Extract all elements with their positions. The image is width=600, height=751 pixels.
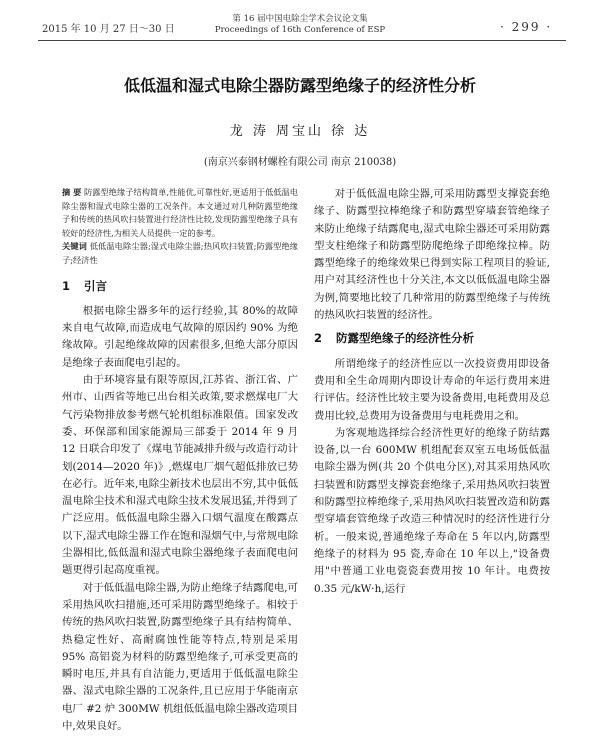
paragraph: 为客观地选择综合经济性更好的绝缘子防结露设备,以一台 600MW 机组配套双室五电场低低温电除尘器为例(共 20 个供电分区),对其采用热风吹扫装置和防露型支撑瓷套绝缘子,采用热风吹扫装置和防露型拉棒绝缘子,采用热风吹扫装置改造和防露型穿墙套管绝缘子改造三种情况时的经济性进行分析。一般来说,普通绝缘子寿命在 5 年以内,防露型绝缘子的材料为 95 瓷,寿命在 10 年以上,"设备费用"中普通工业电瓷瓷套费用按 10 年计。电费按 0.35 元/kW·h,运行 — [314, 426, 550, 595]
paragraph: 对于低低温电除尘器,可采用防露型支撑瓷套绝缘子、防露型拉棒绝缘子和防露型穿墙套管绝缘子来防止绝缘子结露爬电,湿式电除尘器还可采用防露型支柱绝缘子和防露型防爬绝缘子即绝缘拉棒。防露型绝缘子的绝缘效果已得到实际工程项目的验证,用户对其经济性也十分关注,本文以低低温电除尘器为例,简要地比较了几种常用的防露型绝缘子与传统的热风吹扫装置的经济性。 — [314, 188, 550, 322]
authors: 龙 涛 周宝山 徐 达 — [229, 124, 371, 139]
section-number: 2 — [314, 331, 323, 346]
section-1-heading — [62, 278, 298, 295]
keywords-text: 低低温电除尘器;湿式电除尘器;热风吹扫装置;防露型绝缘子;经济性 — [62, 241, 298, 265]
section-title: 引言 — [84, 278, 107, 293]
header-proceedings — [190, 14, 410, 36]
left-column — [62, 186, 298, 735]
abstract — [62, 186, 298, 268]
header-rule — [38, 40, 566, 41]
paragraph: 所谓绝缘子的经济性应以一次投资费用即设备费用和全生命周期内即设计寿命的年运行费用来进行评估。经济性比较主要为设备费用,电耗费用及总费用比较,总费用为设备费用与电耗费用之和。 — [314, 357, 550, 422]
proceedings-title-en: Proceedings of 16th Conference of ESP — [214, 25, 386, 35]
paragraph: 由于环境容量有限等原因,江苏省、浙江省、广州市、山西省等地已出台相关政策,要求燃煤电厂大气污染物排放参考燃气轮机组标准限值。国家发改委、环保部和国家能源局三部委于 2014 年 9 月 12 日联合印发了《煤电节能减排升级与改造行动计划(2014—2020 年)》,燃煤电厂烟气超低排放已势在必行。近年来,电除尘新技术也层出不穷,其中低低温电除尘技术和湿式电除尘技术发展迅猛,并得到了广泛应用。低低温电除尘器入口烟气温度在酸露点以下,湿式电除尘器工作在饱和湿烟气中,与常规电除尘器相比,低低温和湿式电除尘器绝缘子表面爬电问题更得引起高度重视。 — [62, 374, 298, 577]
affiliation: (南京兴泰钢材螺栓有限公司 南京 210038) — [203, 157, 397, 168]
paragraph: 对于低低温电除尘器,为防止绝缘子结露爬电,可采用热风吹扫措施,还可采用防露型绝缘子。相较于传统的热风吹扫装置,防露型绝缘子具有结构简单、热稳定性好、高耐腐蚀性能等特点,特别是采用 95% 高铝瓷为材料的防露型绝缘子,可承受更高的瞬时电压,并具有自洁能力,更适用于低低温电除尘器、湿式电除尘器的工况条件,且已应用于华能南京电厂 #2 炉 300MW 机组低低温电除尘器改造项目中,效果良好。 — [62, 581, 298, 732]
abstract-label: 摘 要 — [62, 187, 82, 197]
section-title: 防露型绝缘子的经济性分析 — [336, 331, 474, 346]
proceedings-title-cn: 第 16 届中国电除尘学术会议论文集 — [232, 14, 368, 24]
section-number: 1 — [62, 278, 71, 293]
keywords-label: 关键词 — [62, 241, 87, 252]
section-2-heading — [314, 330, 550, 347]
abstract-text: 防露型绝缘子结构简单,性能优,可靠性好,更适用于低低温电除尘器和湿式电除尘器的工况条件。本文通过对几种防露型绝缘子和传统的热风吹扫装置进行经济性比较,发现防露型绝缘子具有较好的经济性,为相关人员提供一定的参考。 — [62, 187, 298, 238]
page-number: · 299 · — [500, 20, 553, 34]
right-column — [314, 186, 550, 598]
header-date: 2015 年 10 月 27 日～30 日 — [42, 24, 175, 35]
paper-title: 低低温和湿式电除尘器防露型绝缘子的经济性分析 — [123, 76, 476, 95]
paragraph: 根据电除尘器多年的运行经验,其 80%的故障来自电气故障,而造成电气故障的原因约 90% 为绝缘故障。引起绝缘故障的因素很多,但绝大部分原因是绝缘子表面爬电引起的。 — [62, 304, 298, 369]
